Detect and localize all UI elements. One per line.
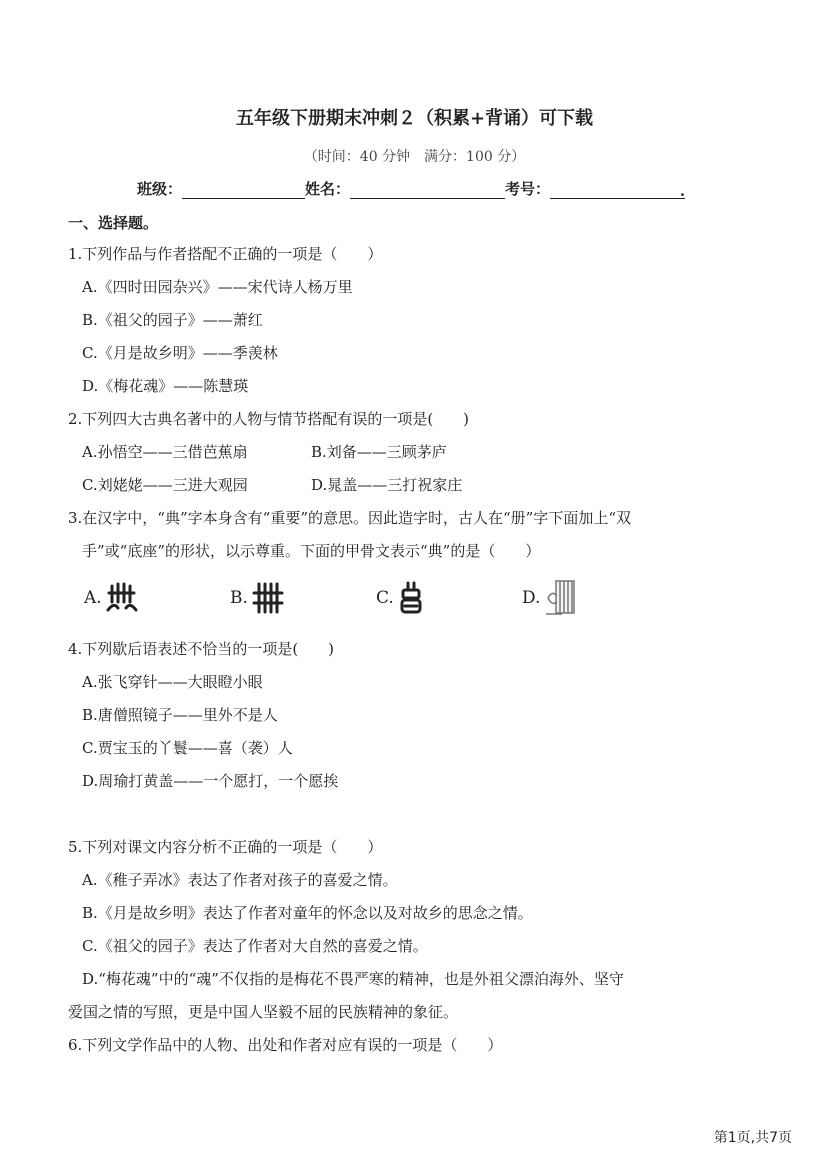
q2-option-c: C.刘姥姥——三进大观园 [82, 476, 248, 494]
q5-stem: 5.下列对课文内容分析不正确的一项是（ ） [68, 838, 383, 856]
q2-stem: 2.下列四大古典名著中的人物与情节搭配有误的一项是( ) [68, 410, 470, 428]
oracle-glyph-a-icon [104, 580, 140, 616]
oracle-glyph-b-icon [250, 580, 286, 616]
q5-option-d-line1: D.“梅花魂”中的“魂”不仅指的是梅花不畏严寒的精神，也是外祖父漂泊海外、坚守 [82, 970, 624, 988]
section-heading: 一、选择题。 [68, 214, 159, 232]
document-title: 五年级下册期末冲刺２（积累+背诵）可下载 [235, 108, 594, 129]
q3-stem-line2: 手”或“底座”的形状，以示尊重。下面的甲骨文表示“典”的是（ ） [82, 542, 541, 560]
q4-option-d: D.周瑜打黄盖——一个愿打，一个愿挨 [82, 772, 339, 790]
q4-stem: 4.下列歇后语表述不恰当的一项是( ) [68, 640, 335, 658]
page-number: 第1页,共7页 [713, 1130, 792, 1146]
name-label: 姓名： [305, 180, 351, 198]
q3-option-c [376, 580, 522, 616]
q1-option-d: D.《梅花魂》——陈慧瑛 [82, 377, 249, 395]
oracle-glyph-d-icon [542, 578, 582, 618]
class-blank[interactable] [182, 182, 305, 199]
q5-option-b: B.《月是故乡明》表达了作者对童年的怀念以及对故乡的思念之情。 [82, 904, 533, 922]
q2-option-d: D.晁盖——三打祝家庄 [311, 476, 463, 494]
q1-stem: 1.下列作品与作者搭配不正确的一项是（ ） [68, 245, 383, 263]
q3-option-d [522, 578, 612, 618]
q5-option-c: C.《祖父的园子》表达了作者对大自然的喜爱之情。 [82, 937, 428, 955]
q4-option-a: A.张飞穿针——大眼瞪小眼 [82, 673, 263, 691]
q1-option-b: B.《祖父的园子》——萧红 [82, 311, 263, 329]
name-blank[interactable] [350, 182, 505, 199]
exam-no-blank[interactable] [550, 182, 685, 199]
student-info-line [137, 178, 685, 199]
end-dot: . [679, 182, 686, 200]
q3-option-c-label: C. [376, 588, 394, 608]
exam-no-label: 考号： [505, 180, 551, 198]
q2-option-a: A.孙悟空——三借芭蕉扇 [82, 443, 248, 461]
q3-option-b [230, 580, 376, 616]
q3-option-a-label: A. [84, 588, 102, 608]
q3-option-a [84, 580, 230, 616]
q1-option-c: C.《月是故乡明》——季羡林 [82, 344, 278, 362]
exam-time-score: （时间：40 分钟 满分：100 分） [303, 149, 526, 165]
q5-option-d-line2: 爱国之情的写照，更是中国人坚毅不屈的民族精神的象征。 [68, 1003, 459, 1021]
q2-option-b: B.刘备——三顾茅庐 [311, 443, 447, 461]
q3-option-b-label: B. [230, 588, 248, 608]
q3-option-d-label: D. [522, 588, 541, 608]
q3-stem-line1: 3.在汉字中，“典”字本身含有“重要”的意思。因此造字时，古人在“册”字下面加上“双 [68, 509, 631, 527]
q4-option-c: C.贾宝玉的丫鬟——喜（袭）人 [82, 739, 293, 757]
class-label: 班级： [137, 180, 183, 198]
q5-option-a: A.《稚子弄冰》表达了作者对孩子的喜爱之情。 [82, 871, 398, 889]
q6-stem: 6.下列文学作品中的人物、出处和作者对应有误的一项是（ ） [68, 1036, 503, 1054]
oracle-glyph-c-icon [396, 580, 426, 616]
q4-option-b: B.唐僧照镜子——里外不是人 [82, 706, 278, 724]
q3-glyph-options [84, 578, 612, 618]
q1-option-a: A.《四时田园杂兴》——宋代诗人杨万里 [82, 278, 353, 296]
